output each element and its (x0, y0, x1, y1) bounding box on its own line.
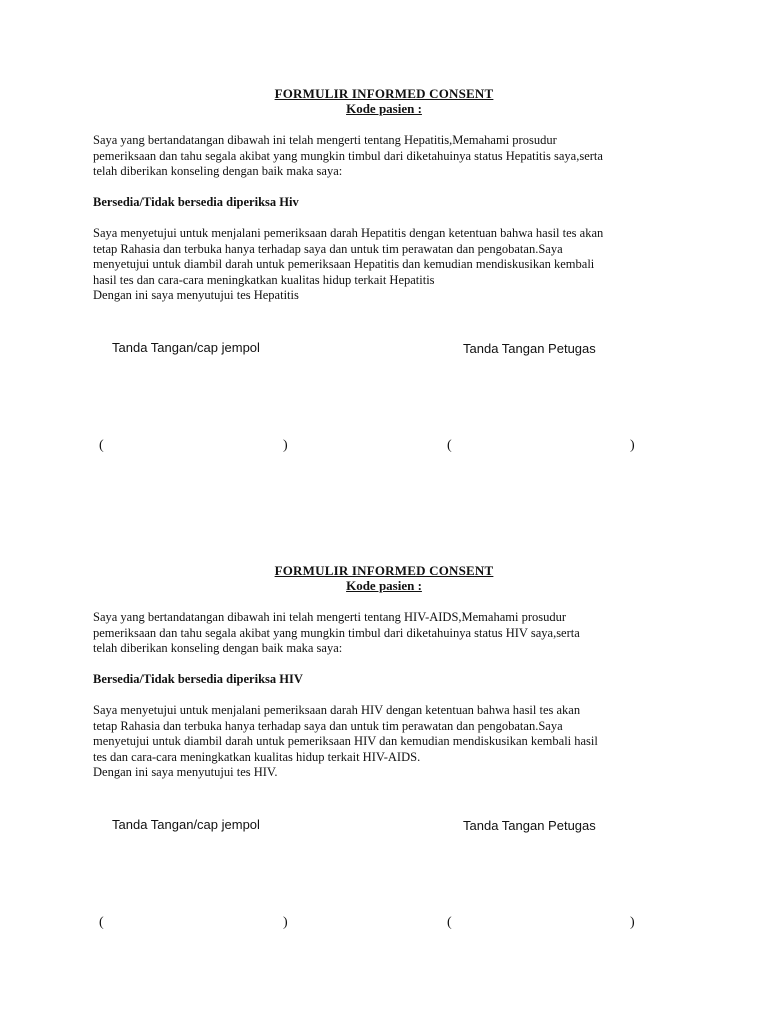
consent-line: tetap Rahasia dan terbuka hanya terhadap saya dan untuk tim perawatan dan pengobatan.Saya (93, 241, 563, 256)
intro-paragraph (93, 610, 683, 657)
consent-line: Saya menyetujui untuk menjalani pemeriksaan darah HIV dengan ketentuan bahwa hasil tes akan (93, 703, 581, 717)
consent-line: hasil tes dan cara-cara meningkatkan kualitas hidup terkait Hepatitis (93, 272, 435, 287)
officer-name-open-paren: ( (447, 915, 452, 930)
patient-name-open-paren: ( (99, 915, 104, 930)
consent-line: tes dan cara-cara meningkatkan kualitas hidup terkait HIV-AIDS. (93, 749, 421, 764)
intro-line: Saya yang bertandatangan dibawah ini telah mengerti tentang HIV-AIDS,Memahami prosudur (93, 610, 567, 624)
patient-name-close-paren: ) (283, 438, 288, 453)
consent-choice: Bersedia/Tidak bersedia diperiksa HIV (93, 672, 303, 686)
patient-signature-label: Tanda Tangan/cap jempol (112, 817, 260, 832)
form-title: FORMULIR INFORMED CONSENT (274, 563, 494, 578)
consent-line: Saya menyetujui untuk menjalani pemeriksaan darah Hepatitis dengan ketentuan bahwa hasil tes akan (93, 226, 604, 240)
consent-form-hiv (0, 563, 768, 930)
consent-line: Dengan ini saya menyutujui tes Hepatitis (93, 288, 299, 302)
consent-choice: Bersedia/Tidak bersedia diperiksa Hiv (93, 195, 299, 209)
consent-line: tetap Rahasia dan terbuka hanya terhadap saya dan untuk tim perawatan dan pengobatan.Saya (93, 718, 563, 733)
intro-paragraph (93, 133, 683, 180)
consent-line: menyetujui untuk diambil darah untuk pemeriksaan Hepatitis dan kemudian mendiskusikan kembali (93, 257, 595, 271)
patient-signature-label: Tanda Tangan/cap jempol (112, 340, 260, 355)
consent-line: menyetujui untuk diambil darah untuk pemeriksaan HIV dan kemudian mendiskusikan kembali hasil (93, 734, 598, 748)
officer-name-close-paren: ) (630, 915, 635, 930)
intro-line: Saya yang bertandatangan dibawah ini telah mengerti tentang Hepatitis,Memahami prosudur (93, 133, 557, 147)
patient-name-close-paren: ) (283, 915, 288, 930)
consent-paragraph (93, 226, 683, 304)
consent-line: Dengan ini saya menyutujui tes HIV. (93, 765, 278, 779)
intro-line: pemeriksaan dan tahu segala akibat yang mungkin timbul dari diketahuinya status Hepatitis saya,serta (93, 148, 603, 163)
officer-signature-label: Tanda Tangan Petugas (463, 341, 596, 356)
patient-code-label: Kode pasien : (346, 101, 422, 116)
intro-line: telah diberikan konseling dengan baik maka saya: (93, 164, 343, 178)
patient-code-label: Kode pasien : (346, 578, 422, 593)
officer-name-open-paren: ( (447, 438, 452, 453)
consent-form-hepatitis (0, 86, 768, 453)
officer-signature-label: Tanda Tangan Petugas (463, 818, 596, 833)
consent-paragraph (93, 703, 683, 781)
intro-line: pemeriksaan dan tahu segala akibat yang mungkin timbul dari diketahuinya status HIV saya,serta (93, 625, 580, 640)
officer-name-close-paren: ) (630, 438, 635, 453)
patient-name-open-paren: ( (99, 438, 104, 453)
intro-line: telah diberikan konseling dengan baik maka saya: (93, 641, 343, 655)
form-title: FORMULIR INFORMED CONSENT (274, 86, 494, 101)
